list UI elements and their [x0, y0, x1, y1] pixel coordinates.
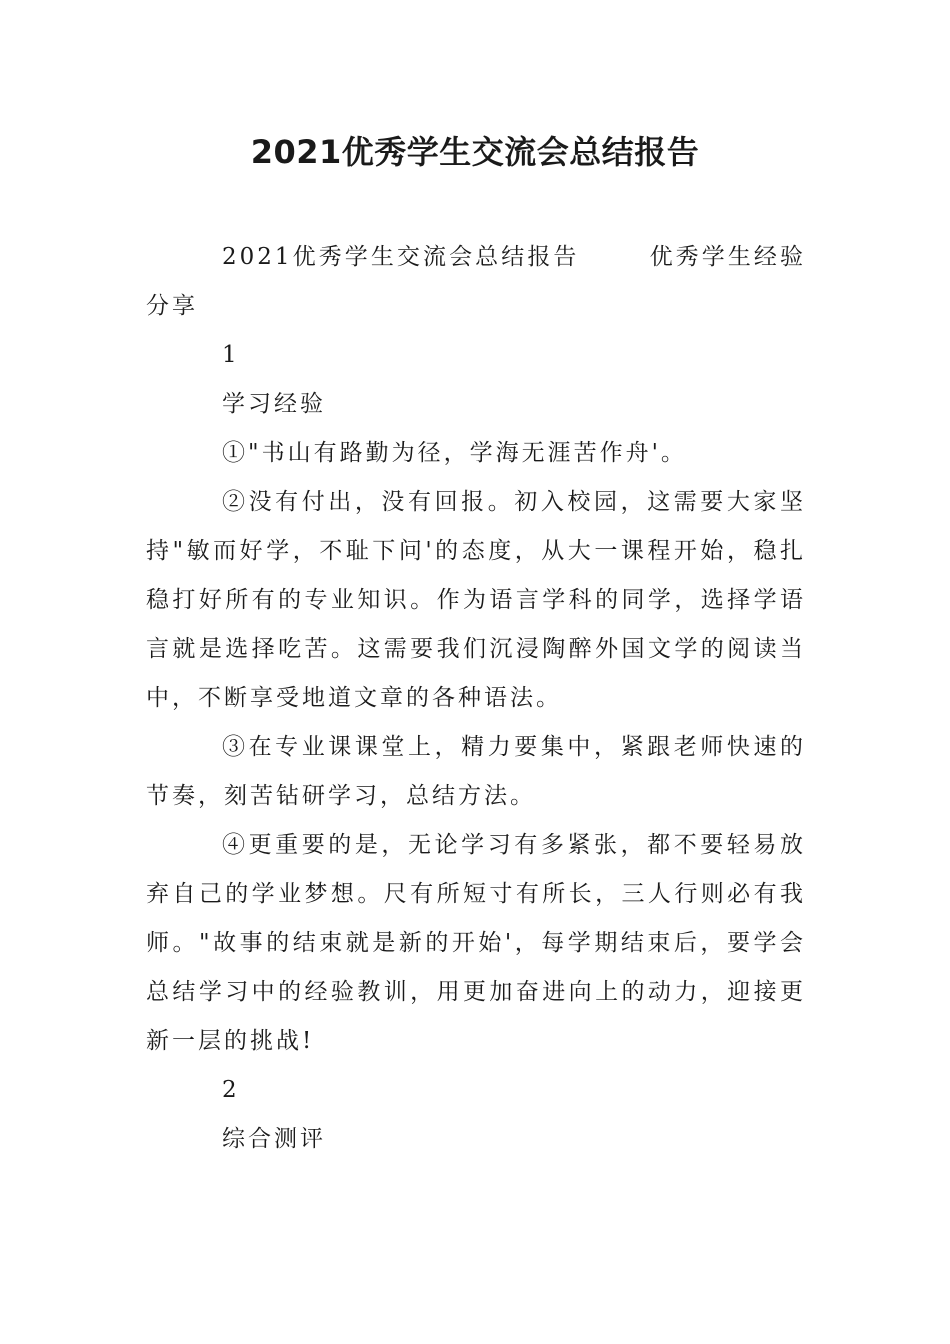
intro-paragraph — [146, 233, 806, 331]
section-2-heading: 综合测评 — [222, 1126, 326, 1152]
section-2-number: 2 — [222, 1077, 240, 1103]
intro-subtitle: 优秀学生经验分享 — [146, 244, 807, 319]
document-body — [146, 233, 806, 1164]
section-1-number: 1 — [222, 342, 240, 368]
intro-title: 2021优秀学生交流会总结报告 — [222, 244, 580, 270]
paragraph-item-4: ④更重要的是，无论学习有多紧张，都不要轻易放弃自己的学业梦想。尺有所短寸有所长，三人行则必有我师。"故事的结束就是新的开始'，每学期结束后，要学会总结学习中的经验教训，用更加奋进向上的动力，迎接更新一层的挑战! — [146, 832, 806, 1054]
paragraph-item-2: ②没有付出，没有回报。初入校园，这需要大家坚持"敏而好学，不耻下问'的态度，从大一课程开始，稳扎稳打好所有的专业知识。作为语言学科的同学，选择学语言就是选择吃苦。这需要我们沉浸陶醉外国文学的阅读当中，不断享受地道文章的各种语法。 — [146, 489, 806, 711]
paragraph-item-1: ①"书山有路勤为径，学海无涯苦作舟'。 — [222, 440, 687, 466]
paragraph-item-3: ③在专业课课堂上，精力要集中，紧跟老师快速的节奏，刻苦钻研学习，总结方法。 — [146, 734, 806, 809]
document-title: 2021优秀学生交流会总结报告 — [250, 133, 700, 171]
section-1-heading: 学习经验 — [222, 391, 326, 417]
